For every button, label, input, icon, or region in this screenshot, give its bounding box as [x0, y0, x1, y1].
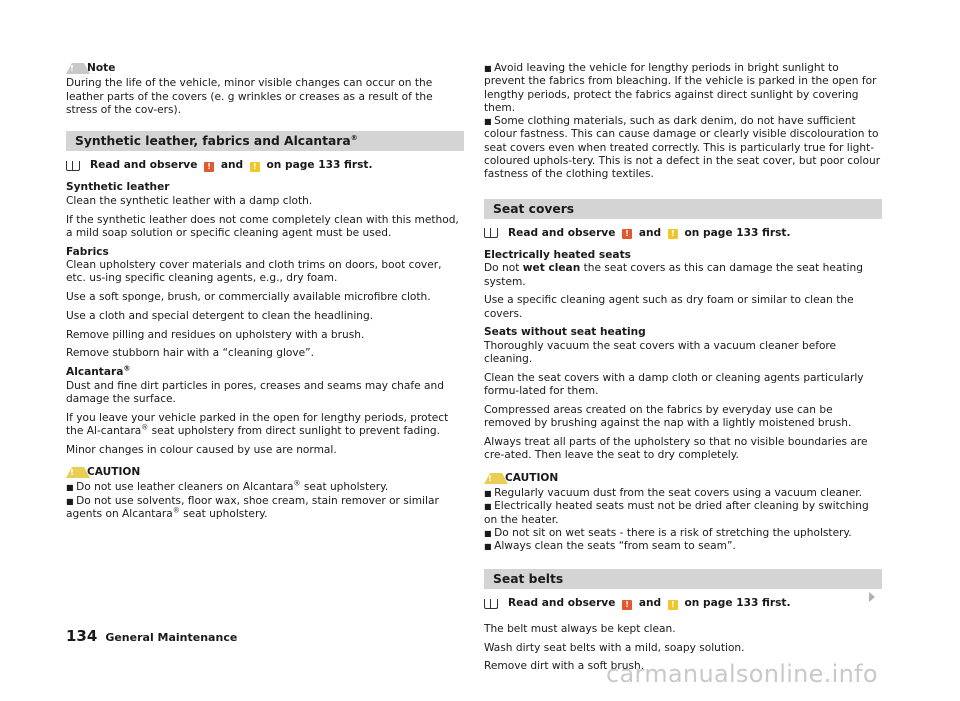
paragraph: Thoroughly vacuum the seat covers with a vacuum cleaner before cleaning.: [484, 339, 837, 366]
section-title-synthetic: Synthetic leather, fabrics and Alcantara®: [66, 131, 464, 151]
caution-item: ■ Some clothing materials, such as dark denim, do not have sufficient colour fastness. This can cause damage or clearly visible discolouration to seat covers even when treated correctly. This is particularly true for light-coloured uphols-tery. This is not a defect in the seat cover, but poor colour fastness of the clothing textiles.: [484, 115, 882, 181]
caution-item: ■ Do not use leather cleaners on Alcantara® seat upholstery.: [66, 481, 464, 494]
reference-row: Read and observe ! and ! on page 133 first.: [484, 597, 882, 610]
reference-row: Read and observe ! and ! on page 133 first.: [484, 227, 882, 240]
note-text: During the life of the vehicle, minor visible changes can occur on the leather parts of the covers (e. g wrinkles or creases as a result of the stress of the cov-ers).: [66, 77, 433, 116]
caution-item: ■ Do not use solvents, floor wax, shoe cream, stain remover or similar agents on Alcantara® seat upholstery.: [66, 495, 464, 522]
left-column: [66, 62, 464, 521]
reference-row: Read and observe ! and ! on page 133 first.: [66, 159, 464, 172]
book-icon: [484, 599, 498, 609]
footer-section-title: General Maintenance: [105, 631, 238, 644]
warning-icon: !: [204, 162, 214, 172]
paragraph: Always treat all parts of the upholstery so that no visible boundaries are cre-ated. Then leave the seat to dry completely.: [484, 436, 868, 462]
caution-icon: !: [250, 162, 260, 172]
caution-icon: !: [668, 600, 678, 610]
book-icon: [484, 228, 498, 238]
paragraph: Clean the seat covers with a damp cloth or cleaning agents particularly formu-lated for them.: [484, 371, 864, 398]
paragraph: Remove stubborn hair with a “cleaning glove”.: [66, 347, 315, 360]
fabrics-block: [66, 246, 464, 286]
caution-item: ■ Avoid leaving the vehicle for lengthy periods in bright sunlight to prevent the fabrics from bleaching. If the vehicle is parked in the open for lengthy periods, protect the fabrics against direct sunlight by covering them.: [484, 62, 882, 115]
note-icon: !: [66, 63, 78, 74]
paragraph: Wash dirty seat belts with a mild, soapy solution.: [484, 641, 745, 654]
warning-icon: !: [622, 600, 632, 610]
subheading: Synthetic leather: [66, 181, 170, 194]
caution-item: ■ Electrically heated seats must not be dried after cleaning by switching on the heater.: [484, 500, 882, 527]
caution-label: CAUTION: [505, 471, 559, 484]
note-label-row: [66, 62, 464, 75]
note-label: Note: [87, 62, 116, 74]
caution-icon: !: [668, 229, 678, 239]
paragraph: Clean the synthetic leather with a damp cloth.: [66, 194, 313, 207]
paragraph: Compressed areas created on the fabrics by everyday use can be removed by brushing against the nap with a lightly moistened brush.: [484, 403, 852, 430]
heated-seats-block: [484, 249, 882, 289]
warning-icon: !: [622, 229, 632, 239]
caution-item: ■ Do not sit on wet seats - there is a risk of stretching the upholstery.: [484, 527, 882, 540]
paragraph: The belt must always be kept clean.: [484, 622, 676, 635]
paragraph: Use a specific cleaning agent such as dry foam or similar to clean the covers.: [484, 294, 854, 320]
book-icon: [66, 161, 80, 171]
section-title-seat-belts: Seat belts: [484, 569, 882, 589]
page-number: 134: [66, 627, 98, 645]
unheated-seats-block: [484, 326, 882, 366]
synthetic-leather-block: [66, 181, 464, 208]
paragraph: Use a soft sponge, brush, or commercially available microfibre cloth.: [66, 291, 431, 304]
paragraph: Remove dirt with a soft brush.: [484, 660, 645, 673]
caution-item: ■ Always clean the seats “from seam to seam”.: [484, 540, 882, 553]
subheading: Fabrics: [66, 245, 109, 258]
right-column: [484, 62, 882, 688]
paragraph: If you leave your vehicle parked in the open for lengthy periods, protect the Al-cantara® seat upholstery from direct sunlight to prevent fading.: [66, 411, 449, 437]
alcantara-block: [66, 366, 464, 406]
paragraph: Minor changes in colour caused by use are normal.: [66, 443, 337, 456]
paragraph: Use a cloth and special detergent to clean the headlining.: [66, 309, 374, 322]
page-footer: [66, 627, 238, 645]
section-title-seat-covers: Seat covers: [484, 199, 882, 219]
paragraph: Clean upholstery cover materials and cloth trims on doors, boot cover, etc. us-ing specific cleaning agents, e.g., dry foam.: [66, 258, 442, 285]
subheading: Alcantara®: [66, 364, 131, 379]
paragraph: Do not wet clean the seat covers as this can damage the seat heating system.: [484, 262, 863, 288]
paragraph: If the synthetic leather does not come completely clean with this method, a mild soap solution or specific cleaning agent must be used.: [66, 213, 459, 239]
caution-label: CAUTION: [87, 466, 141, 479]
subheading: Electrically heated seats: [484, 248, 631, 261]
caution-icon: !: [484, 473, 496, 484]
caution-label-row: [66, 466, 464, 479]
caution-icon: !: [66, 467, 78, 478]
subheading: Seats without seat heating: [484, 326, 646, 339]
paragraph: Dust and fine dirt particles in pores, creases and seams may chafe and damage the surface.: [66, 379, 444, 405]
paragraph: Remove pilling and residues on upholstery with a brush.: [66, 328, 365, 341]
caution-label-row: [484, 472, 882, 485]
caution-item: ■ Regularly vacuum dust from the seat covers using a vacuum cleaner.: [484, 487, 882, 500]
watermark: carmanualsonline.info: [606, 660, 878, 688]
continue-arrow-icon: [869, 592, 875, 602]
